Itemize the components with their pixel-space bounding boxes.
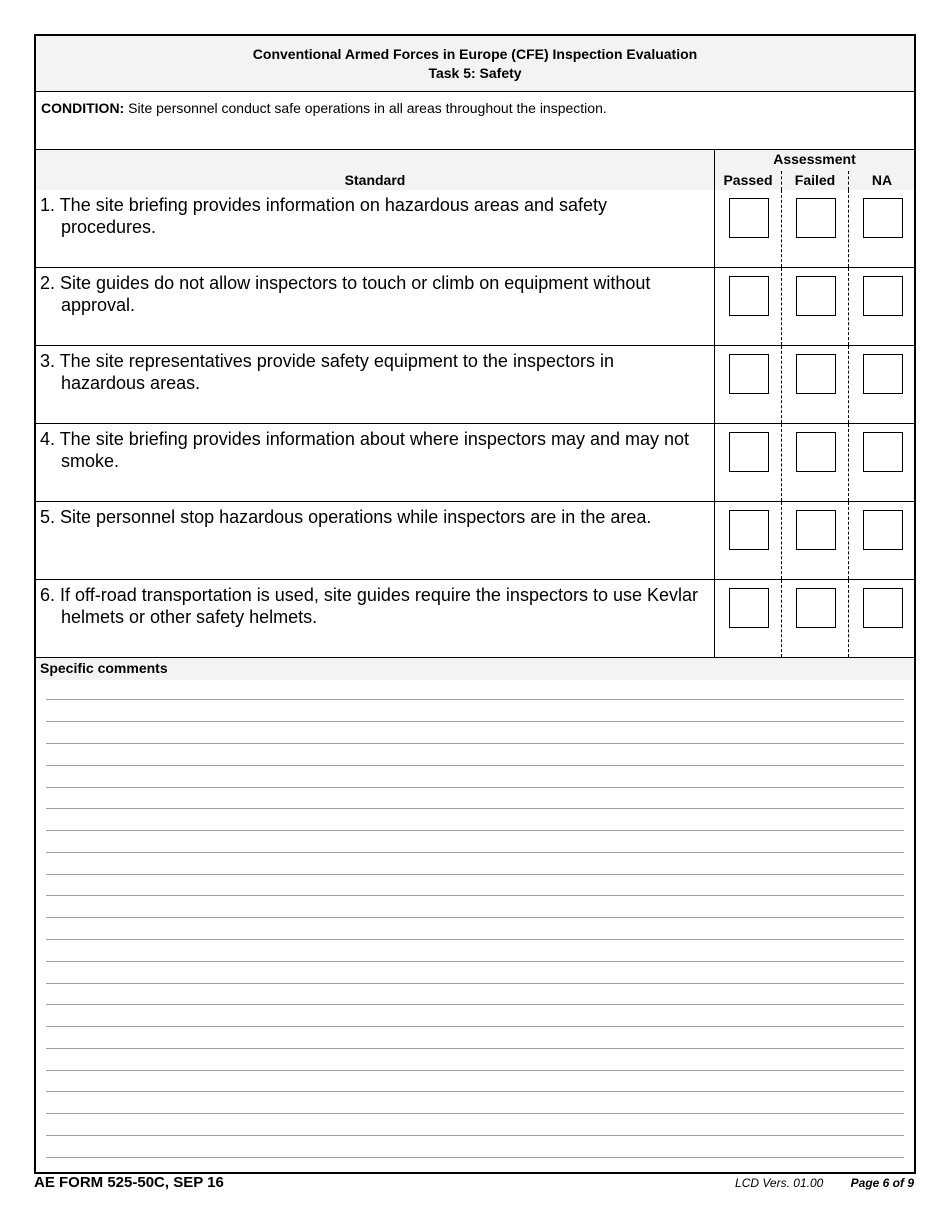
form-title-line1: Conventional Armed Forces in Europe (CFE) Inspection Evaluation [252,46,698,62]
failed-checkbox[interactable] [796,510,836,550]
standard-text: 6. If off-road transportation is used, site guides require the inspectors to use Kevlar helmets or other safety helmets. [40,585,699,627]
passed-checkbox[interactable] [729,432,769,472]
form-identifier: AE FORM 525-50C, SEP 16 [34,1174,224,1191]
standard-text: 2. Site guides do not allow inspectors to touch or climb on equipment without approval. [40,273,651,315]
na-checkbox[interactable] [863,510,903,550]
na-checkbox[interactable] [863,276,903,316]
passed-checkbox[interactable] [729,198,769,238]
form-title-line2: Task 5: Safety [428,65,522,81]
version-label: LCD Vers. 01.00 [735,1176,824,1190]
na-checkbox[interactable] [863,198,903,238]
condition-text: Site personnel conduct safe operations in all areas throughout the inspection. [124,100,607,116]
table-header [36,150,914,190]
assessment-header: Assessment [773,151,856,167]
failed-checkbox[interactable] [796,276,836,316]
table-row [36,268,914,346]
page-number: Page 6 of 9 [850,1176,914,1190]
evaluation-form [34,34,916,1174]
na-checkbox[interactable] [863,432,903,472]
standard-text: 3. The site representatives provide safety equipment to the inspectors in hazardous areas. [40,351,614,393]
passed-column-header: Passed [723,172,773,188]
na-checkbox[interactable] [863,354,903,394]
specific-comments-header: Specific comments [36,658,914,680]
table-row [36,424,914,502]
passed-checkbox[interactable] [729,354,769,394]
na-checkbox[interactable] [863,588,903,628]
standard-text: 1. The site briefing provides information on hazardous areas and safety procedures. [40,195,607,237]
form-title [36,36,914,92]
na-column-header: NA [871,172,893,188]
passed-checkbox[interactable] [729,510,769,550]
standard-text: 4. The site briefing provides information about where inspectors may and may not smoke. [40,429,690,471]
table-row [36,190,914,268]
failed-checkbox[interactable] [796,432,836,472]
failed-column-header: Failed [794,172,836,188]
failed-checkbox[interactable] [796,354,836,394]
failed-checkbox[interactable] [796,588,836,628]
failed-checkbox[interactable] [796,198,836,238]
passed-checkbox[interactable] [729,276,769,316]
standard-text: 5. Site personnel stop hazardous operations while inspectors are in the area. [40,507,652,527]
table-row [36,346,914,424]
condition-label: CONDITION: [41,100,125,116]
table-row [36,580,914,658]
condition-section [36,92,914,150]
passed-checkbox[interactable] [729,588,769,628]
standard-header: Standard [344,172,406,188]
table-row [36,502,914,580]
footer-info [735,1176,914,1190]
